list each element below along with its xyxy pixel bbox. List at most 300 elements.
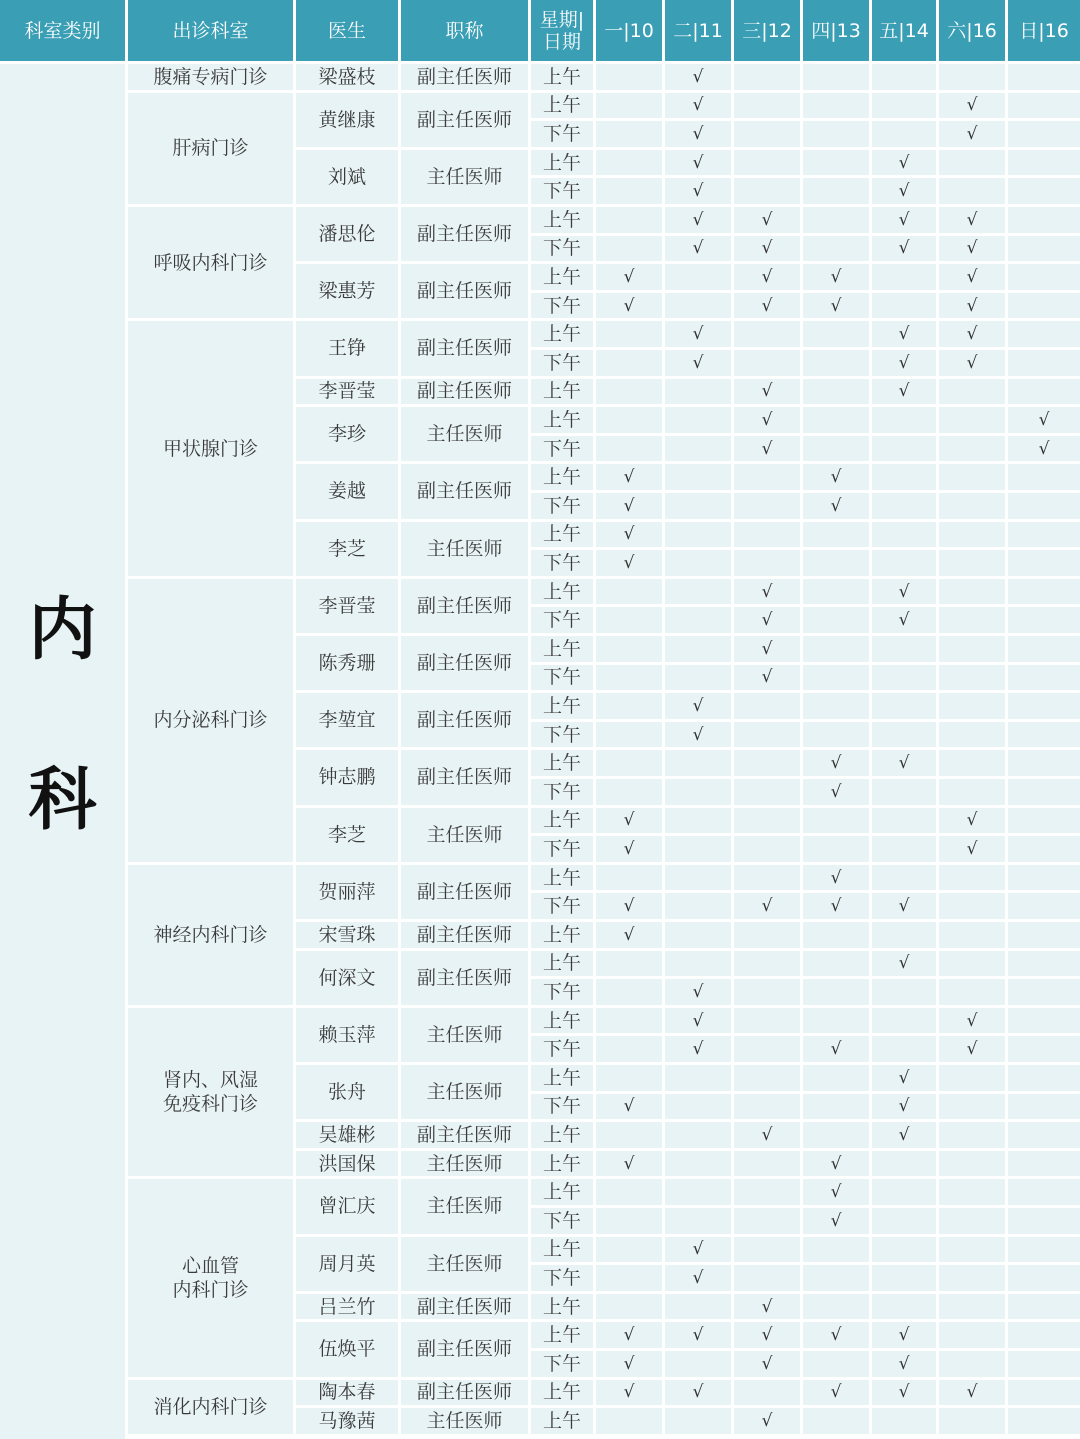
check-mark xyxy=(872,150,936,176)
empty-slot xyxy=(665,1094,731,1120)
empty-slot xyxy=(734,93,800,119)
check-mark-text: √ xyxy=(761,667,773,688)
doctor-title-cell-text: 主任医师 xyxy=(426,423,503,446)
session-cell xyxy=(531,178,593,204)
doctor-title-cell xyxy=(401,865,528,919)
check-mark xyxy=(872,1322,936,1348)
doctor-name-cell-text: 伍焕平 xyxy=(318,1338,376,1361)
doctor-name-cell xyxy=(296,636,398,690)
category-cell xyxy=(0,64,125,1439)
check-mark-text: √ xyxy=(898,209,910,230)
check-mark-text: √ xyxy=(830,467,842,488)
check-mark xyxy=(803,893,869,919)
session-cell-text: 下午 xyxy=(543,980,582,1003)
empty-slot xyxy=(1008,1094,1080,1120)
empty-slot xyxy=(1008,178,1080,204)
check-mark xyxy=(665,64,731,90)
check-mark xyxy=(665,1265,731,1291)
session-cell xyxy=(531,1208,593,1234)
empty-slot xyxy=(803,1122,869,1148)
empty-slot xyxy=(1008,722,1080,748)
empty-slot xyxy=(939,1408,1005,1434)
session-cell-text: 下午 xyxy=(543,780,582,803)
empty-slot xyxy=(803,236,869,262)
empty-slot xyxy=(803,178,869,204)
empty-slot xyxy=(803,1265,869,1291)
empty-slot xyxy=(596,1408,662,1434)
empty-slot xyxy=(665,808,731,834)
empty-slot xyxy=(872,779,936,805)
check-mark xyxy=(734,1408,800,1434)
doctor-title-cell xyxy=(401,464,528,518)
check-mark xyxy=(596,293,662,319)
doctor-name-cell xyxy=(296,1122,398,1148)
doctor-name-cell-text: 曾汇庆 xyxy=(318,1195,376,1218)
header-day-2: 二|11 xyxy=(665,0,731,61)
empty-slot xyxy=(734,150,800,176)
doctor-title-cell-text: 副主任医师 xyxy=(416,380,512,403)
check-mark xyxy=(872,1351,936,1377)
empty-slot xyxy=(734,178,800,204)
doctor-title-cell xyxy=(401,64,528,90)
empty-slot xyxy=(803,207,869,233)
empty-slot xyxy=(734,1008,800,1034)
check-mark-text: √ xyxy=(830,266,842,287)
empty-slot xyxy=(939,522,1005,548)
check-mark xyxy=(665,121,731,147)
session-cell xyxy=(531,293,593,319)
empty-slot xyxy=(872,1151,936,1177)
empty-slot xyxy=(872,722,936,748)
session-cell xyxy=(531,379,593,405)
empty-slot xyxy=(665,865,731,891)
empty-slot xyxy=(803,379,869,405)
empty-slot xyxy=(596,350,662,376)
doctor-title-cell xyxy=(401,321,528,375)
session-cell xyxy=(531,93,593,119)
empty-slot xyxy=(939,379,1005,405)
empty-slot xyxy=(803,121,869,147)
session-cell xyxy=(531,522,593,548)
doctor-name-cell xyxy=(296,1065,398,1119)
empty-slot xyxy=(734,493,800,519)
doctor-name-cell-text: 李芝 xyxy=(327,823,366,846)
empty-slot xyxy=(803,321,869,347)
check-mark xyxy=(665,979,731,1005)
department-cell xyxy=(128,1179,293,1376)
empty-slot xyxy=(1008,893,1080,919)
check-mark xyxy=(803,1322,869,1348)
empty-slot xyxy=(872,1294,936,1320)
check-mark-text: √ xyxy=(761,238,773,259)
empty-slot xyxy=(872,1179,936,1205)
doctor-title-cell-text: 副主任医师 xyxy=(416,766,512,789)
doctor-name-cell xyxy=(296,1179,398,1233)
department-cell-text: 肾内、风湿 免疫科门诊 xyxy=(162,1069,258,1116)
empty-slot xyxy=(872,293,936,319)
empty-slot xyxy=(734,1208,800,1234)
check-mark xyxy=(1008,436,1080,462)
doctor-title-cell xyxy=(401,1151,528,1177)
check-mark-text: √ xyxy=(966,266,978,287)
session-cell-text: 上午 xyxy=(543,408,582,431)
empty-slot xyxy=(872,808,936,834)
empty-slot xyxy=(939,665,1005,691)
empty-slot xyxy=(1008,779,1080,805)
empty-slot xyxy=(734,121,800,147)
empty-slot xyxy=(872,865,936,891)
check-mark xyxy=(939,1380,1005,1406)
check-mark xyxy=(665,1322,731,1348)
check-mark-text: √ xyxy=(623,1153,635,1174)
session-cell xyxy=(531,1351,593,1377)
check-mark xyxy=(734,407,800,433)
check-mark-text: √ xyxy=(692,981,704,1002)
empty-slot xyxy=(665,550,731,576)
doctor-title-cell-text: 主任医师 xyxy=(426,1081,503,1104)
empty-slot xyxy=(596,579,662,605)
check-mark xyxy=(665,1036,731,1062)
check-mark xyxy=(734,636,800,662)
empty-slot xyxy=(872,64,936,90)
check-mark xyxy=(872,1380,936,1406)
session-cell xyxy=(531,693,593,719)
department-cell xyxy=(128,1380,293,1434)
doctor-name-cell xyxy=(296,64,398,90)
check-mark-text: √ xyxy=(898,1124,910,1145)
check-mark-text: √ xyxy=(966,810,978,831)
check-mark xyxy=(596,1380,662,1406)
check-mark xyxy=(872,207,936,233)
doctor-name-cell xyxy=(296,1294,398,1320)
doctor-title-cell xyxy=(401,1065,528,1119)
check-mark xyxy=(596,1322,662,1348)
doctor-name-cell xyxy=(296,1151,398,1177)
check-mark xyxy=(939,350,1005,376)
session-cell-text: 下午 xyxy=(543,895,582,918)
empty-slot xyxy=(665,607,731,633)
check-mark-text: √ xyxy=(761,1296,773,1317)
empty-slot xyxy=(665,522,731,548)
check-mark-text: √ xyxy=(898,953,910,974)
empty-slot xyxy=(665,836,731,862)
check-mark xyxy=(734,579,800,605)
session-cell-text: 上午 xyxy=(543,580,582,603)
session-cell-text: 下午 xyxy=(543,1352,582,1375)
session-cell-text: 下午 xyxy=(543,609,582,632)
empty-slot xyxy=(939,865,1005,891)
empty-slot xyxy=(596,607,662,633)
empty-slot xyxy=(665,1351,731,1377)
check-mark-text: √ xyxy=(830,295,842,316)
empty-slot xyxy=(1008,1408,1080,1434)
check-mark xyxy=(734,607,800,633)
check-mark-text: √ xyxy=(761,1124,773,1145)
doctor-title-cell-text: 主任医师 xyxy=(426,823,503,846)
session-cell-text: 上午 xyxy=(543,323,582,346)
check-mark xyxy=(596,522,662,548)
department-cell-text: 肝病门诊 xyxy=(172,137,249,160)
check-mark xyxy=(803,779,869,805)
check-mark-text: √ xyxy=(692,66,704,87)
check-mark-text: √ xyxy=(830,1039,842,1060)
empty-slot xyxy=(1008,1122,1080,1148)
check-mark xyxy=(872,379,936,405)
session-cell xyxy=(531,493,593,519)
empty-slot xyxy=(872,693,936,719)
doctor-name-cell xyxy=(296,464,398,518)
session-cell-text: 上午 xyxy=(543,752,582,775)
check-mark xyxy=(734,264,800,290)
check-mark-text: √ xyxy=(692,1267,704,1288)
empty-slot xyxy=(596,236,662,262)
empty-slot xyxy=(734,1065,800,1091)
doctor-name-cell-text: 李晋莹 xyxy=(318,594,376,617)
empty-slot xyxy=(939,579,1005,605)
empty-slot xyxy=(803,350,869,376)
department-cell xyxy=(128,64,293,90)
department-cell-text: 消化内科门诊 xyxy=(153,1395,268,1418)
empty-slot xyxy=(665,1151,731,1177)
session-cell xyxy=(531,150,593,176)
department-cell-text: 呼吸内科门诊 xyxy=(153,251,268,274)
empty-slot xyxy=(939,436,1005,462)
empty-slot xyxy=(803,1065,869,1091)
doctor-name-cell xyxy=(296,1008,398,1062)
session-cell-text: 下午 xyxy=(543,666,582,689)
doctor-name-cell-text: 周月英 xyxy=(318,1252,376,1275)
doctor-title-cell xyxy=(401,93,528,147)
empty-slot xyxy=(803,550,869,576)
check-mark xyxy=(939,836,1005,862)
empty-slot xyxy=(872,407,936,433)
check-mark-text: √ xyxy=(623,924,635,945)
empty-slot xyxy=(1008,1179,1080,1205)
empty-slot xyxy=(803,150,869,176)
session-cell-text: 下午 xyxy=(543,437,582,460)
session-cell-text: 上午 xyxy=(543,1123,582,1146)
check-mark-text: √ xyxy=(761,381,773,402)
session-cell-text: 上午 xyxy=(543,466,582,489)
check-mark xyxy=(803,464,869,490)
check-mark xyxy=(665,236,731,262)
department-cell xyxy=(128,321,293,575)
check-mark-text: √ xyxy=(623,1096,635,1117)
doctor-title-cell xyxy=(401,379,528,405)
check-mark-text: √ xyxy=(623,467,635,488)
doctor-title-cell xyxy=(401,407,528,461)
session-cell xyxy=(531,951,593,977)
doctor-title-cell-text: 主任医师 xyxy=(426,1195,503,1218)
session-cell-text: 上午 xyxy=(543,1009,582,1032)
empty-slot xyxy=(665,1408,731,1434)
empty-slot xyxy=(939,1094,1005,1120)
session-cell-text: 下午 xyxy=(543,551,582,574)
check-mark-text: √ xyxy=(692,1039,704,1060)
check-mark-text: √ xyxy=(692,95,704,116)
doctor-name-cell-text: 陈秀珊 xyxy=(318,652,376,675)
empty-slot xyxy=(1008,1237,1080,1263)
session-cell xyxy=(531,236,593,262)
check-mark-text: √ xyxy=(623,1353,635,1374)
empty-slot xyxy=(939,1265,1005,1291)
empty-slot xyxy=(803,922,869,948)
session-cell xyxy=(531,808,593,834)
check-mark xyxy=(665,150,731,176)
empty-slot xyxy=(872,264,936,290)
doctor-name-cell xyxy=(296,407,398,461)
doctor-name-cell xyxy=(296,150,398,204)
empty-slot xyxy=(1008,550,1080,576)
doctor-title-cell-text: 副主任医师 xyxy=(416,65,512,88)
empty-slot xyxy=(872,464,936,490)
empty-slot xyxy=(1008,236,1080,262)
check-mark-text: √ xyxy=(692,1382,704,1403)
empty-slot xyxy=(939,550,1005,576)
empty-slot xyxy=(803,1094,869,1120)
session-cell xyxy=(531,1179,593,1205)
check-mark xyxy=(734,1122,800,1148)
empty-slot xyxy=(596,665,662,691)
doctor-title-cell-text: 副主任医师 xyxy=(416,709,512,732)
check-mark-text: √ xyxy=(966,1382,978,1403)
empty-slot xyxy=(596,93,662,119)
doctor-title-cell xyxy=(401,922,528,948)
empty-slot xyxy=(665,407,731,433)
check-mark-text: √ xyxy=(692,352,704,373)
check-mark-text: √ xyxy=(898,381,910,402)
session-cell-text: 上午 xyxy=(543,265,582,288)
session-cell-text: 上午 xyxy=(543,151,582,174)
doctor-name-cell xyxy=(296,93,398,147)
empty-slot xyxy=(1008,207,1080,233)
check-mark-text: √ xyxy=(898,896,910,917)
session-cell-text: 上午 xyxy=(543,1324,582,1347)
empty-slot xyxy=(665,951,731,977)
empty-slot xyxy=(596,407,662,433)
check-mark-text: √ xyxy=(898,1353,910,1374)
doctor-title-cell xyxy=(401,636,528,690)
doctor-name-cell-text: 姜越 xyxy=(327,480,366,503)
check-mark xyxy=(939,808,1005,834)
department-cell-text: 神经内科门诊 xyxy=(153,923,268,946)
empty-slot xyxy=(872,436,936,462)
empty-slot xyxy=(939,64,1005,90)
doctor-name-cell-text: 梁惠芳 xyxy=(318,280,376,303)
session-cell-text: 上午 xyxy=(543,866,582,889)
doctor-title-cell xyxy=(401,750,528,804)
header-department: 出诊科室 xyxy=(128,0,293,61)
doctor-name-cell-text: 钟志鹏 xyxy=(318,766,376,789)
doctor-name-cell-text: 李晋莹 xyxy=(318,380,376,403)
check-mark xyxy=(734,665,800,691)
empty-slot xyxy=(665,493,731,519)
empty-slot xyxy=(734,550,800,576)
empty-slot xyxy=(872,93,936,119)
check-mark-text: √ xyxy=(761,1353,773,1374)
empty-slot xyxy=(734,693,800,719)
empty-slot xyxy=(596,979,662,1005)
check-mark-text: √ xyxy=(761,438,773,459)
check-mark-text: √ xyxy=(623,838,635,859)
check-mark xyxy=(596,1151,662,1177)
check-mark-text: √ xyxy=(898,610,910,631)
check-mark xyxy=(734,893,800,919)
check-mark xyxy=(939,207,1005,233)
doctor-name-cell-text: 刘斌 xyxy=(327,165,366,188)
session-cell xyxy=(531,464,593,490)
empty-slot xyxy=(596,379,662,405)
session-cell xyxy=(531,579,593,605)
session-cell xyxy=(531,64,593,90)
empty-slot xyxy=(1008,865,1080,891)
empty-slot xyxy=(734,64,800,90)
check-mark xyxy=(734,293,800,319)
empty-slot xyxy=(665,1065,731,1091)
doctor-name-cell-text: 宋雪珠 xyxy=(318,923,376,946)
department-cell xyxy=(128,579,293,862)
empty-slot xyxy=(734,1036,800,1062)
header-day-7: 日|16 xyxy=(1008,0,1080,61)
check-mark xyxy=(665,207,731,233)
empty-slot xyxy=(665,579,731,605)
check-mark-text: √ xyxy=(1038,438,1050,459)
check-mark-text: √ xyxy=(623,896,635,917)
session-cell-text: 下午 xyxy=(543,351,582,374)
session-cell-text: 上午 xyxy=(543,923,582,946)
empty-slot xyxy=(734,1237,800,1263)
doctor-name-cell-text: 吕兰竹 xyxy=(318,1295,376,1318)
doctor-name-cell xyxy=(296,1322,398,1376)
doctor-title-cell xyxy=(401,1380,528,1406)
doctor-title-cell-text: 主任医师 xyxy=(426,1252,503,1275)
empty-slot xyxy=(596,779,662,805)
empty-slot xyxy=(1008,350,1080,376)
check-mark-text: √ xyxy=(692,1325,704,1346)
session-cell xyxy=(531,321,593,347)
session-cell-text: 上午 xyxy=(543,1066,582,1089)
session-cell xyxy=(531,665,593,691)
session-cell-text: 下午 xyxy=(543,1095,582,1118)
check-mark xyxy=(596,836,662,862)
empty-slot xyxy=(596,750,662,776)
empty-slot xyxy=(803,636,869,662)
check-mark-text: √ xyxy=(761,209,773,230)
check-mark-text: √ xyxy=(692,1239,704,1260)
session-cell xyxy=(531,607,593,633)
check-mark-text: √ xyxy=(898,1325,910,1346)
header-day-6: 六|16 xyxy=(939,0,1005,61)
doctor-title-cell xyxy=(401,1008,528,1062)
check-mark-text: √ xyxy=(830,495,842,516)
empty-slot xyxy=(939,493,1005,519)
check-mark-text: √ xyxy=(623,266,635,287)
empty-slot xyxy=(803,1351,869,1377)
check-mark-text: √ xyxy=(830,781,842,802)
check-mark xyxy=(665,1380,731,1406)
check-mark-text: √ xyxy=(692,181,704,202)
check-mark-text: √ xyxy=(761,581,773,602)
session-cell-text: 上午 xyxy=(543,952,582,975)
empty-slot xyxy=(734,922,800,948)
check-mark xyxy=(939,321,1005,347)
check-mark xyxy=(665,178,731,204)
check-mark xyxy=(803,750,869,776)
session-cell xyxy=(531,1322,593,1348)
check-mark-text: √ xyxy=(692,152,704,173)
empty-slot xyxy=(1008,693,1080,719)
session-cell-text: 上午 xyxy=(543,523,582,546)
